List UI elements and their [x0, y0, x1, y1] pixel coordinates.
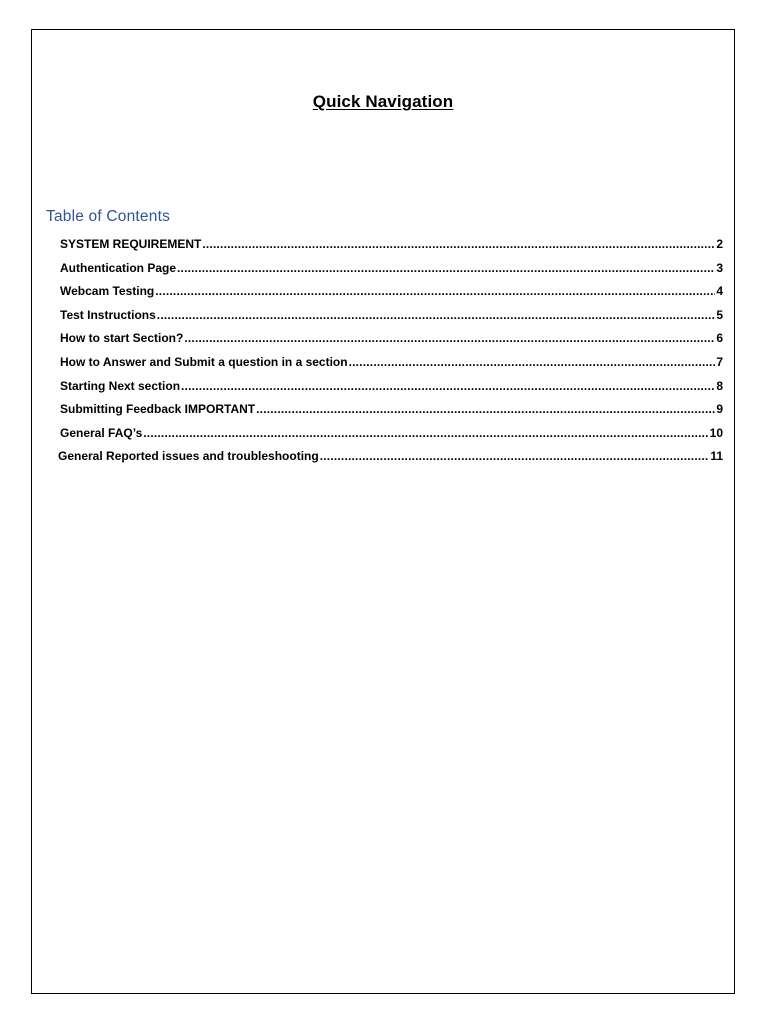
toc-page-number: 2: [716, 237, 723, 251]
toc-page-number: 3: [716, 260, 723, 275]
toc-list: [60, 237, 723, 473]
toc-dot-leader: [157, 308, 716, 322]
toc-entry-starting-next-section[interactable]: [60, 379, 723, 403]
toc-entry-title: Authentication Page: [60, 260, 177, 275]
toc-entry-title: How to start Section?: [60, 331, 184, 346]
toc-dot-leader: [256, 402, 715, 416]
toc-entry-title: Webcam Testing: [60, 284, 155, 299]
toc-entry-title: SYSTEM REQUIREMENT: [60, 237, 202, 251]
toc-page-number: 5: [716, 307, 723, 322]
toc-page-number: 11: [710, 449, 723, 464]
toc-dot-leader: [181, 379, 715, 393]
toc-dot-leader: [143, 426, 708, 440]
toc-entry-webcam-testing[interactable]: [60, 284, 723, 308]
toc-entry-title: Submitting Feedback IMPORTANT: [60, 402, 256, 417]
toc-page-number: 6: [716, 331, 723, 346]
toc-dot-leader: [202, 237, 715, 251]
toc-entry-title: Starting Next section: [60, 378, 181, 393]
toc-entry-title: General Reported issues and troubleshooting: [58, 449, 319, 464]
toc-entry-answer-and-submit[interactable]: [60, 355, 723, 379]
toc-entry-title: General FAQ’s: [60, 425, 143, 440]
toc-entry-title: Test Instructions: [60, 307, 156, 322]
toc-dot-leader: [349, 355, 716, 369]
toc-entry-title: How to Answer and Submit a question in a section: [60, 354, 348, 369]
document-page: [31, 29, 735, 994]
toc-dot-leader: [155, 284, 715, 298]
toc-dot-leader: [177, 261, 715, 275]
toc-page-number: 10: [709, 425, 723, 440]
toc-entry-reported-issues[interactable]: [58, 449, 723, 473]
toc-page-number: 8: [716, 378, 723, 393]
toc-heading: Table of Contents: [46, 208, 171, 225]
toc-page-number: 4: [716, 284, 723, 299]
document-title: Quick Navigation: [312, 92, 454, 111]
toc-dot-leader: [184, 331, 715, 345]
toc-entry-system-requirement[interactable]: [60, 237, 723, 261]
toc-entry-test-instructions[interactable]: [60, 308, 723, 332]
toc-entry-general-faqs[interactable]: [60, 426, 723, 450]
toc-dot-leader: [320, 449, 710, 463]
toc-entry-submitting-feedback[interactable]: [60, 402, 723, 426]
toc-entry-how-to-start-section[interactable]: [60, 331, 723, 355]
toc-page-number: 7: [716, 354, 723, 369]
toc-page-number: 9: [716, 402, 723, 417]
toc-entry-authentication-page[interactable]: [60, 261, 723, 285]
